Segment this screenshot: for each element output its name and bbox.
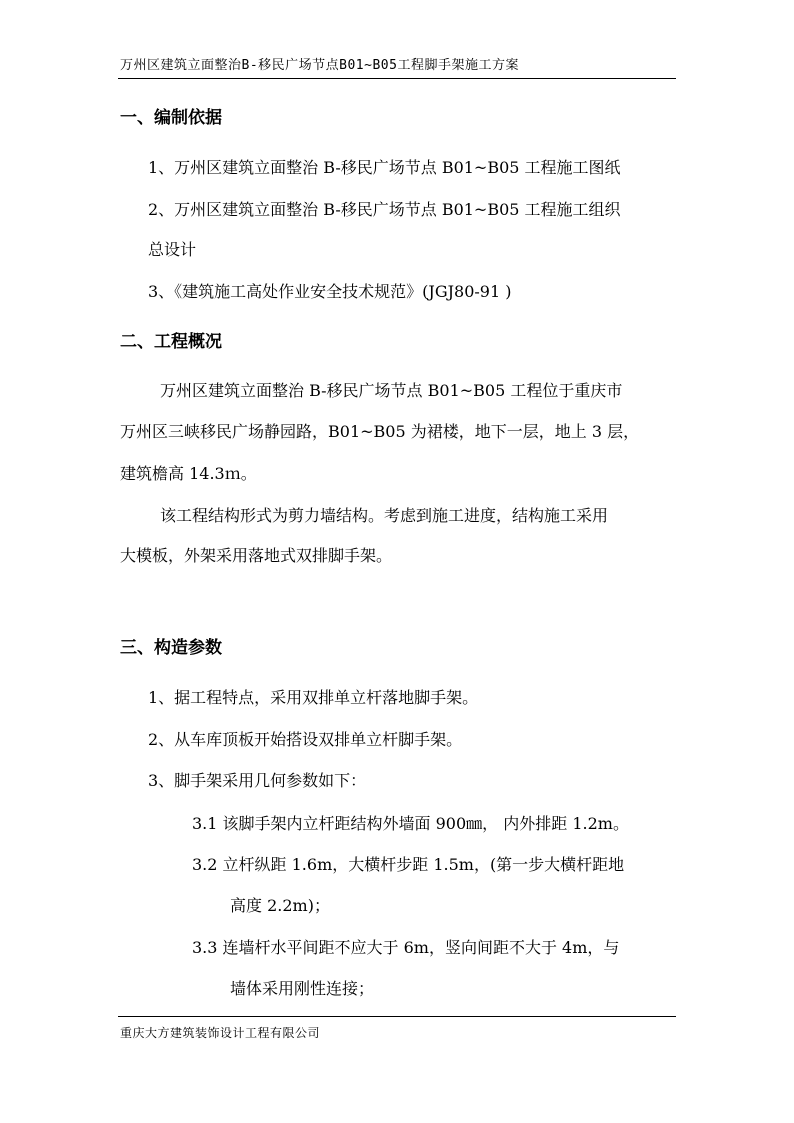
s1-item-1: 1、万州区建筑立面整治 B-移民广场节点 B01~B05 工程施工图纸 xyxy=(148,158,621,177)
page-footer: 重庆大方建筑装饰设计工程有限公司 xyxy=(120,1026,321,1040)
s2-p1-line-2: 万州区三峡移民广场静园路，B01~B05 为裙楼，地下一层，地上 3 层， xyxy=(120,422,640,441)
s2-p1-line-1: 万州区建筑立面整治 B-移民广场节点 B01~B05 工程位于重庆市 xyxy=(160,381,623,400)
s3-sub-3-3-line-2: 墙体采用刚性连接； xyxy=(230,979,375,998)
page-header: 万州区建筑立面整治B-移民广场节点B01~B05工程脚手架施工方案 xyxy=(120,58,519,73)
s2-p1-line-3: 建筑檐高 14.3ｍ。 xyxy=(120,464,257,483)
section-3-heading: 三、构造参数 xyxy=(120,638,222,658)
footer-rule xyxy=(118,1016,676,1017)
section-1-heading: 一、编制依据 xyxy=(120,108,222,128)
s2-p2-line-2: 大模板，外架采用落地式双排脚手架。 xyxy=(120,546,393,565)
section-2-heading: 二、工程概况 xyxy=(120,332,222,352)
s3-sub-3-1: 3.1 该脚手架内立杆距结构外墙面 900㎜， 内外排距 1.2m。 xyxy=(192,814,629,833)
s3-sub-3-3-line-1: 3.3 连墙杆水平间距不应大于 6m，竖向间距不大于 4m，与 xyxy=(192,938,620,957)
s3-item-3: 3、脚手架采用几何参数如下： xyxy=(148,771,367,790)
s1-item-3: 3、《建筑施工高处作业安全技术规范》(JGJ80-91 ) xyxy=(148,282,512,301)
s3-item-2: 2、从车库顶板开始搭设双排单立杆脚手架。 xyxy=(148,730,463,749)
header-rule xyxy=(118,78,676,79)
s1-item-2-line-1: 2、万州区建筑立面整治 B-移民广场节点 B01~B05 工程施工组织 xyxy=(148,200,621,219)
s1-item-2-line-2: 总设计 xyxy=(148,240,197,259)
s2-p2-line-1: 该工程结构形式为剪力墙结构。考虑到施工进度，结构施工采用 xyxy=(160,506,609,525)
s3-item-1: 1、据工程特点，采用双排单立杆落地脚手架。 xyxy=(148,688,479,707)
s3-sub-3-2-line-1: 3.2 立杆纵距 1.6m，大横杆步距 1.5m，(第一步大横杆距地 xyxy=(192,855,625,874)
s3-sub-3-2-line-2: 高度 2.2m)； xyxy=(230,896,330,915)
